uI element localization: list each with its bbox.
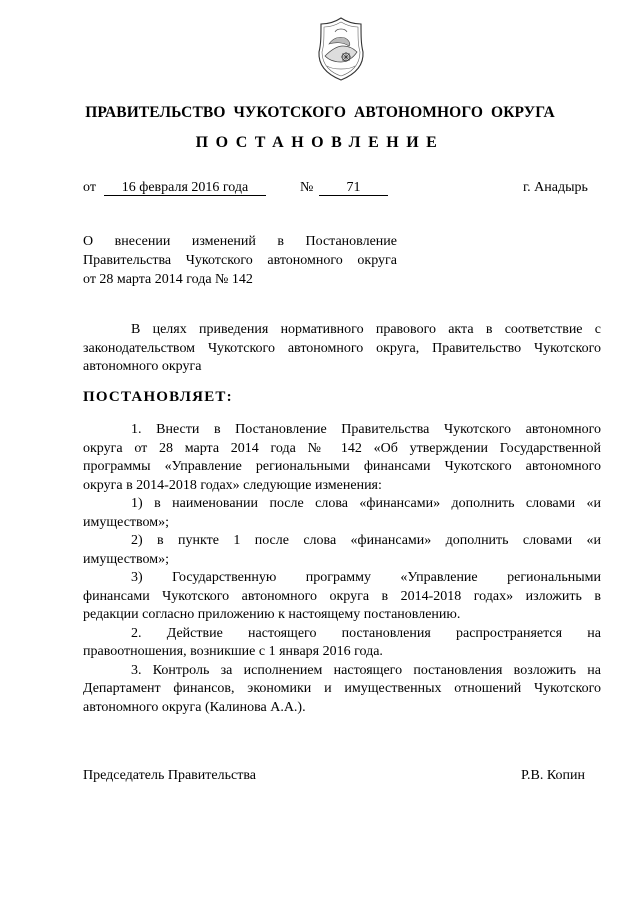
paragraph-line: правоотношения, возникшие с 1 января 2016 года. — [83, 644, 383, 659]
paragraph-line: законодательством Чукотского автономного округа, Правительство Чукотского — [83, 340, 601, 356]
coat-of-arms-icon — [313, 16, 369, 82]
document-place: г. Анадырь — [523, 180, 588, 195]
number-label: № — [300, 180, 314, 195]
document-type-title: ПОСТАНОВЛЕНИЕ — [195, 134, 445, 151]
paragraph-line: автономного округа — [83, 359, 202, 374]
document-subject — [83, 232, 397, 289]
date-prefix: от — [83, 180, 96, 195]
preamble-paragraph — [83, 321, 601, 377]
organization-title: ПРАВИТЕЛЬСТВО ЧУКОТСКОГО АВТОНОМНОГО ОКРУГА — [85, 104, 555, 121]
paragraph-line: 1) в наименовании после слова «финансами» дополнить словами «и — [131, 496, 601, 511]
paragraph-line: Департамент финансов, экономики и имущественных отношений Чукотского — [83, 681, 601, 696]
resolution-body — [83, 421, 601, 717]
paragraph-line: 3) Государственную программу «Управление региональными — [131, 570, 601, 585]
paragraph-line: автономного округа (Калинова А.А.). — [83, 699, 306, 715]
paragraph-line: 3. Контроль за исполнением настоящего постановления возложить на — [131, 662, 601, 678]
paragraph-line: программы «Управление региональными финансами Чукотского автономного — [83, 459, 601, 474]
document-number: 71 — [319, 180, 388, 196]
paragraph-line: округа от 28 марта 2014 года № 142 «Об утверждении Государственной — [83, 440, 601, 456]
subject-line: О внесении изменений в Постановление — [83, 234, 397, 249]
paragraph-line: 2) в пункте 1 после слова «финансами» дополнить словами «и — [131, 533, 601, 548]
signatory-name: Р.В. Копин — [521, 768, 585, 783]
signatory-position: Председатель Правительства — [83, 768, 256, 783]
paragraph-line: В целях приведения нормативного правового акта в соответствие с — [131, 322, 601, 337]
paragraph-line: редакции согласно приложению к настоящему постановлению. — [83, 607, 461, 622]
paragraph-line: имуществом»; — [83, 551, 170, 567]
paragraph-line: финансами Чукотского автономного округа в 2014-2018 годах» изложить в — [83, 588, 601, 604]
paragraph-line: 1. Внести в Постановление Правительства Чукотского автономного — [131, 422, 601, 437]
subject-line: от 28 марта 2014 года № 142 — [83, 272, 253, 287]
paragraph-line: 2. Действие настоящего постановления распространяется на — [131, 625, 601, 641]
paragraph-line: округа в 2014-2018 годах» следующие изменения: — [83, 477, 382, 493]
document-date: 16 февраля 2016 года — [104, 180, 266, 196]
resolves-heading: ПОСТАНОВЛЯЕТ: — [83, 389, 233, 405]
paragraph-line: имуществом»; — [83, 514, 170, 530]
subject-line: Правительства Чукотского автономного округа — [83, 253, 397, 268]
coat-of-arms-emblem — [313, 16, 369, 82]
